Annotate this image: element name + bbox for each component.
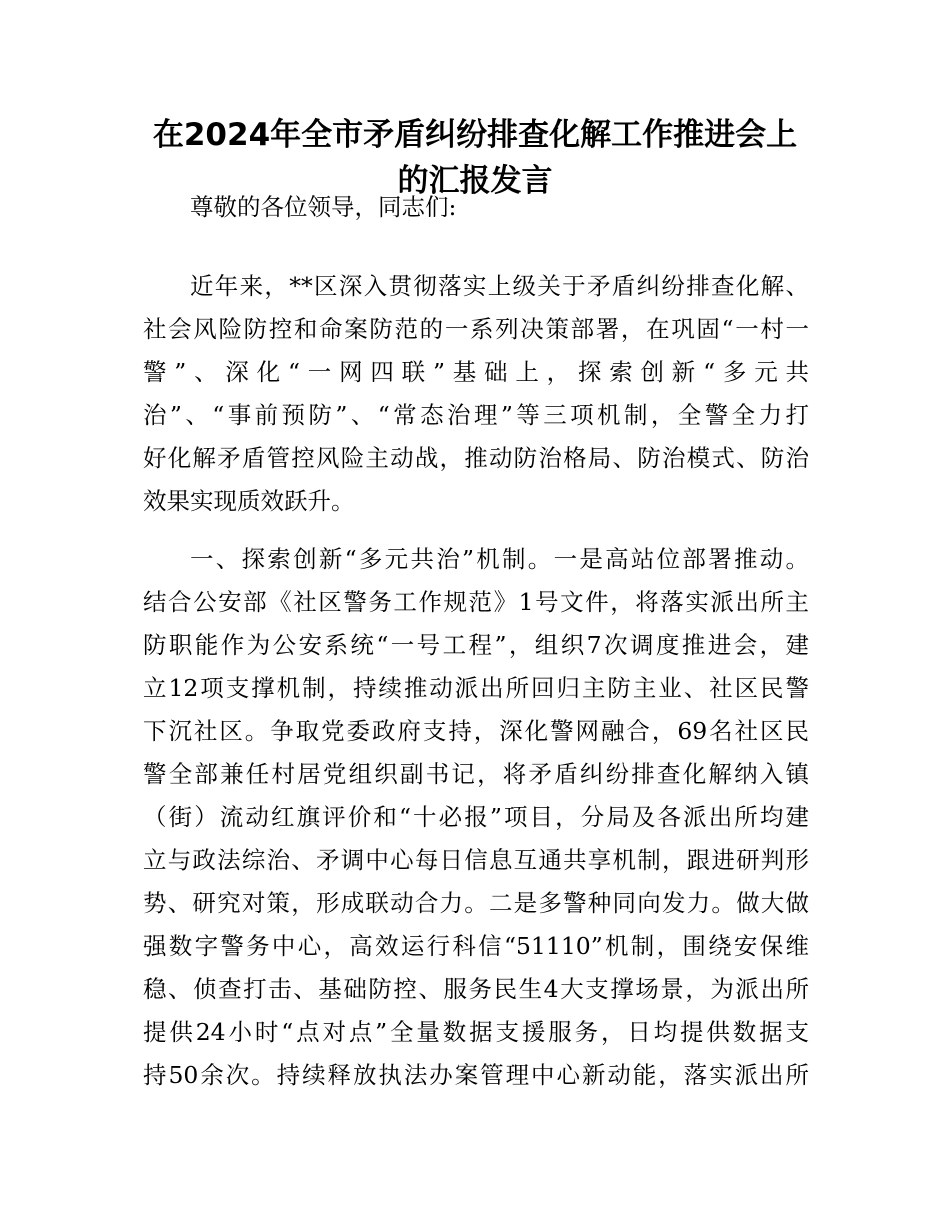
paragraph-1-line: 近年来，**区深入贯彻落实上级关于矛盾纠纷排查化解、 [190, 272, 809, 300]
paragraph-2-line: 持50余次。持续释放执法办案管理中心新动能，落实派出所 [143, 1061, 809, 1089]
paragraph-2-line: 结合公安部《社区警务工作规范》1号文件，将落实派出所主 [143, 588, 809, 616]
salutation: 尊敬的各位领导，同志们: [190, 193, 457, 221]
paragraph-2-line: 警全部兼任村居党组织副书记，将矛盾纠纷排查化解纳入镇 [143, 760, 809, 788]
paragraph-2-line: 防职能作为公安系统“一号工程”，组织7次调度推进会，建 [143, 631, 809, 659]
paragraph-2-line: 提供24小时“点对点”全量数据支援服务，日均提供数据支 [143, 1018, 809, 1046]
paragraph-1-line: 社会风险防控和命案防范的一系列决策部署，在巩固“一村一 [143, 315, 809, 343]
paragraph-2-line: （街）流动红旗评价和“十必报”项目，分局及各派出所均建 [143, 803, 809, 831]
document-title-line-2: 的汇报发言 [397, 163, 553, 199]
paragraph-2-line: 立12项支撑机制，持续推动派出所回归主防主业、社区民警 [143, 674, 809, 702]
paragraph-1-line: 好化解矛盾管控风险主动战，推动防治格局、防治模式、防治 [143, 444, 809, 472]
paragraph-2-line: 下沉社区。争取党委政府支持，深化警网融合，69名社区民 [143, 717, 809, 745]
paragraph-1-line: 效果实现质效跃升。 [143, 487, 355, 515]
paragraph-2-line: 强数字警务中心，高效运行科信“51110”机制，围绕安保维 [143, 932, 809, 960]
paragraph-2-line: 一、探索创新“多元共治”机制。一是高站位部署推动。 [190, 545, 809, 573]
document-title-line-1: 在2024年全市矛盾纠纷排查化解工作推进会上 [152, 117, 798, 153]
paragraph-2-line: 稳、侦查打击、基础防控、服务民生4大支撑场景，为派出所 [143, 975, 809, 1003]
paragraph-1-line: 警”、深化“一网四联”基础上，探索创新“多元共 [143, 358, 809, 386]
paragraph-2-line: 势、研究对策，形成联动合力。二是多警种同向发力。做大做 [143, 889, 809, 917]
paragraph-1-line: 治”、“事前预防”、“常态治理”等三项机制，全警全力打 [143, 401, 809, 429]
paragraph-2-line: 立与政法综治、矛调中心每日信息互通共享机制，跟进研判形 [143, 846, 809, 874]
